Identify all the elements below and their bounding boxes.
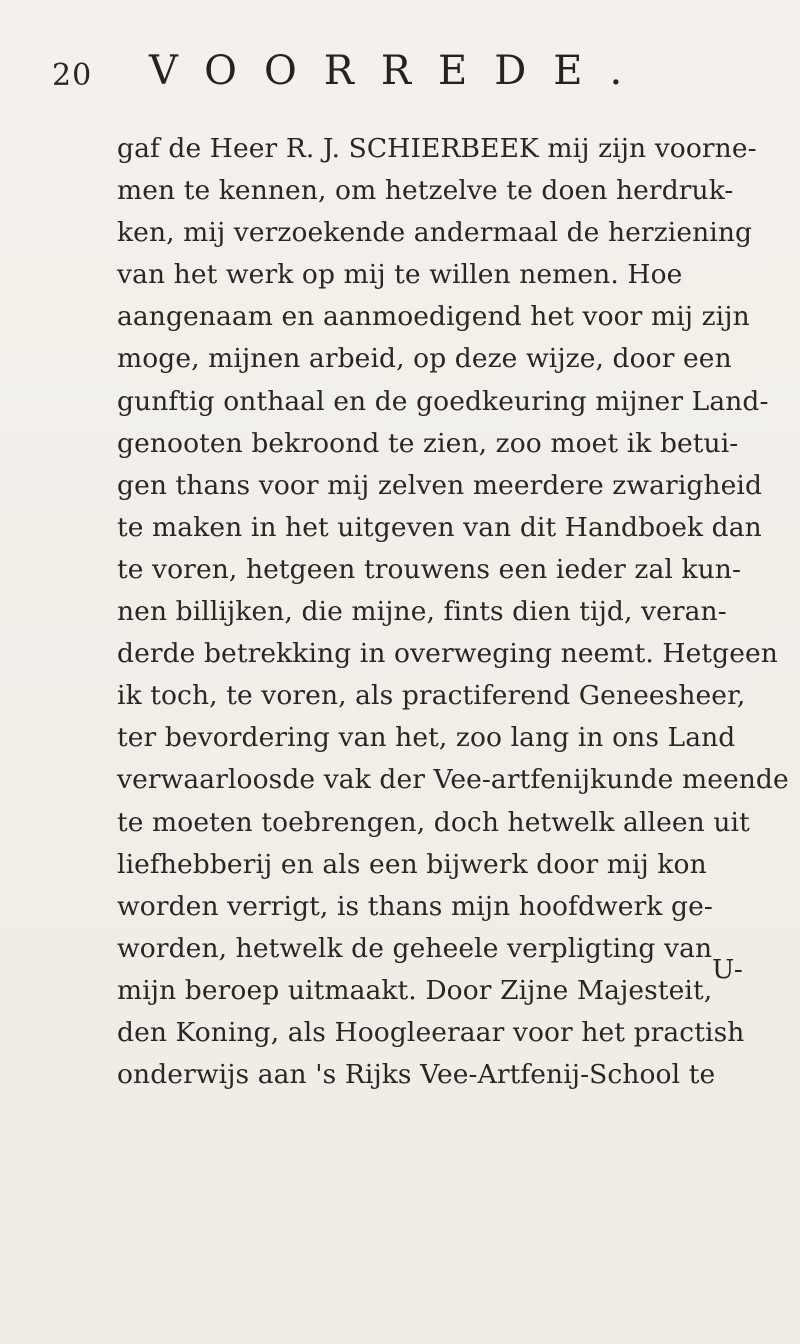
text-line: nen billijken, die mijne, fints dien tijd, veran- — [117, 596, 727, 628]
text-line: van het werk op mij te willen nemen. Hoe — [117, 259, 683, 291]
running-title: VOORREDE. — [149, 48, 650, 94]
text-line: verwaarloosde vak der Vee-artfenijkunde meende — [117, 764, 789, 796]
catchword: U- — [712, 954, 743, 985]
text-line: gaf de Heer R. J. SCHIERBEEK mij zijn voorne- — [117, 133, 757, 164]
text-line: derde betrekking in overweging neemt. Hetgeen — [117, 638, 778, 670]
body-text — [117, 128, 789, 1096]
text-line: te moeten toebrengen, doch hetwelk alleen uit — [117, 806, 750, 838]
text-line: den Koning, als Hoogleeraar voor het practish — [117, 1016, 745, 1048]
text-line: mijn beroep uitmaakt. Door Zijne Majesteit, — [117, 974, 713, 1006]
page-header — [40, 46, 760, 96]
text-line: liefhebberij en als een bijwerk door mij kon — [117, 848, 707, 880]
text-line: onderwijs aan 's Rijks Vee-Artfenij-School te — [117, 1059, 716, 1091]
text-line: ik toch, te voren, als practiferend Geneesheer, — [117, 680, 746, 712]
text-line: worden verrigt, is thans mijn hoofdwerk ge- — [117, 890, 713, 922]
text-line: worden, hetwelk de geheele verpligting van — [117, 932, 713, 964]
page-number: 20 — [52, 58, 93, 93]
text-line: gunftig onthaal en de goedkeuring mijner Land- — [117, 385, 769, 417]
text-line: men te kennen, om hetzelve te doen herdruk- — [117, 175, 734, 207]
text-line: genooten bekroond te zien, zoo moet ik betui- — [117, 427, 739, 459]
text-line: ken, mij verzoekende andermaal de herziening — [117, 217, 753, 249]
text-line: gen thans voor mij zelven meerdere zwarigheid — [117, 469, 763, 501]
text-line: te voren, hetgeen trouwens een ieder zal kun- — [117, 553, 742, 585]
text-line: ter bevordering van het, zoo lang in ons Land — [117, 722, 736, 754]
text-line: te maken in het uitgeven van dit Handboek dan — [117, 511, 762, 543]
text-line: aangenaam en aanmoedigend het voor mij zijn — [117, 301, 750, 333]
text-line: moge, mijnen arbeid, op deze wijze, door een — [117, 343, 732, 375]
